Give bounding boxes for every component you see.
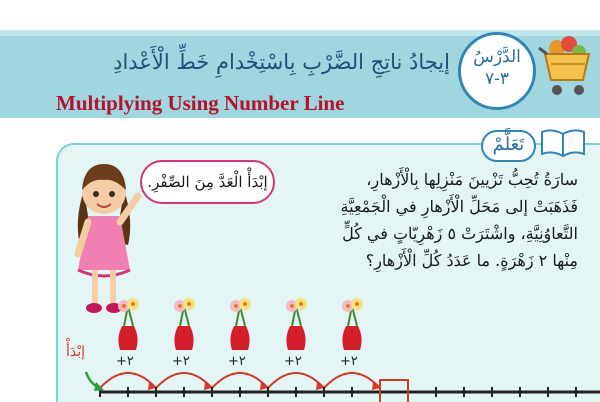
story-line: التَّعاوُنِيَّةِ، واشْتَرَتْ ٥ زَهْرِيّاتٍ في كُلٍّ — [342, 224, 578, 243]
hop-arc — [100, 373, 156, 388]
hop-label: +٢ — [340, 354, 358, 369]
hop-arc — [324, 373, 380, 388]
lesson-title-english: Multiplying Using Number Line — [56, 91, 345, 115]
learn-tab: تَعَلَّمْ — [481, 130, 536, 162]
flower-vase — [342, 298, 363, 350]
story-line: سارَةُ تُحِبُّ تَزْيينَ مَنْزِلِها بِالْأَزْهارِ، — [366, 170, 578, 189]
hop-label: +٢ — [228, 354, 246, 369]
vase-group — [118, 298, 363, 350]
story-line: فَذَهَبَتْ إلى مَحَلِّ الْأَزْهارِ في الْجَمْعِيَّةِ — [340, 197, 578, 216]
flower-vase — [174, 298, 195, 350]
hop-label: +٢ — [284, 354, 302, 369]
lesson-badge-number: ٣-٧ — [484, 69, 510, 89]
hop-label: +٢ — [116, 354, 134, 369]
hop-arc — [268, 373, 324, 388]
flower-vase — [286, 298, 307, 350]
lesson-title-arabic: إيجادُ ناتِجِ الضَّرْبِ بِاسْتِخْدامِ خَطِّ الْأَعْدادِ — [113, 50, 450, 74]
lesson-badge-word: الدَّرْسُ — [473, 47, 521, 67]
hop-arc — [156, 373, 212, 388]
flower-vase — [230, 298, 251, 350]
story-line: مِنْها ٢ زَهْرَةٍ. ما عَدَدُ كُلِّ الْأَزْهارِ؟ — [365, 251, 578, 270]
speech-bubble: إبْدَأْ الْعَدَّ مِنَ الصِّفْرِ. — [140, 160, 275, 204]
hop-arc — [212, 373, 268, 388]
hop-label: +٢ — [172, 354, 190, 369]
flower-vase — [118, 298, 139, 350]
start-label: إبْدَأْ — [66, 344, 86, 360]
